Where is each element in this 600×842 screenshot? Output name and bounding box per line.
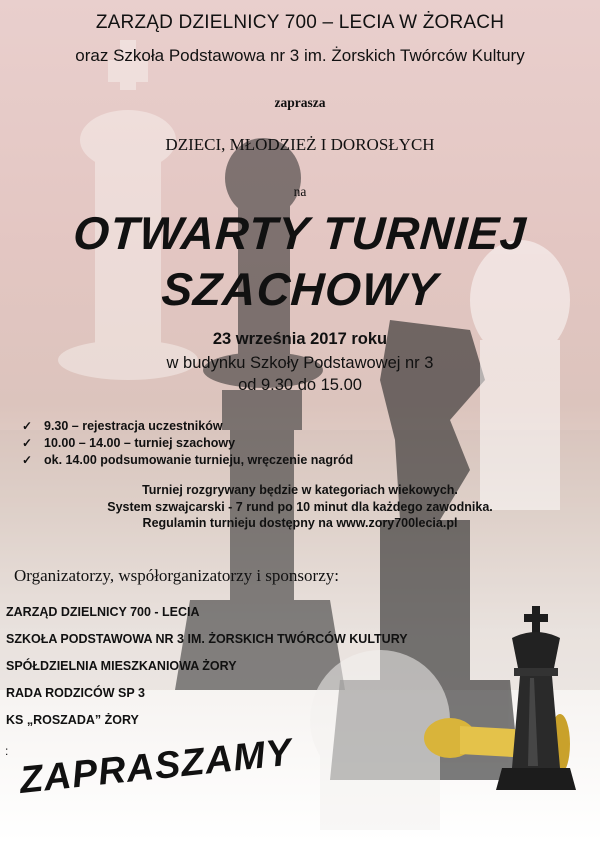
zapraszamy-banner: ZAPRASZAMY — [17, 731, 295, 803]
schedule-text: 9.30 – rejestracja uczestników — [44, 419, 223, 433]
info-rules-link[interactable]: Regulamin turnieju dostępny na www.zory700lecia.pl — [142, 516, 458, 530]
info-system: System szwajcarski - 7 rund po 10 minut dla każdego zawodnika. — [107, 500, 493, 514]
info-categories: Turniej rozgrywany będzie w kategoriach wiekowych. — [142, 483, 458, 497]
schedule-item — [22, 452, 353, 469]
schedule-item — [22, 418, 353, 435]
schedule-item — [22, 435, 353, 452]
schedule-text: 10.00 – 14.00 – turniej szachowy — [44, 436, 236, 450]
organizer-item: RADA RODZICÓW SP 3 — [6, 686, 145, 700]
schedule-list — [22, 418, 353, 469]
organizers-list — [6, 604, 408, 739]
chess-king-icon — [410, 598, 600, 808]
checkmark-icon: ✓ — [22, 419, 33, 433]
invite-audience: DZIECI, MŁODZIEŻ I DOROSŁYCH — [165, 135, 435, 154]
checkmark-icon: ✓ — [22, 436, 33, 450]
tournament-title-line1: OTWARTY TURNIEJ — [71, 207, 529, 259]
organizer-item: SPÓŁDZIELNIA MIESZKANIOWA ŻORY — [6, 659, 237, 673]
organizer-item: SZKOŁA PODSTAWOWA NR 3 IM. ŻORSKICH TWÓRCÓW KULTURY — [6, 632, 408, 646]
organizer-item: KS „ROSZADA” ŻORY — [6, 713, 139, 727]
event-place: w budynku Szkoły Podstawowej nr 3 — [166, 354, 434, 372]
organizer-header-line1: ZARZĄD DZIELNICY 700 – LECIA W ŻORACH — [95, 12, 505, 33]
event-date: 23 września 2017 roku — [212, 330, 388, 348]
invite-na: na — [293, 184, 307, 199]
organizer-header-line2: oraz Szkoła Podstawowa nr 3 im. Żorskich Twórców Kultury — [75, 46, 525, 65]
stray-colon: : — [5, 744, 9, 758]
organizer-item: ZARZĄD DZIELNICY 700 - LECIA — [6, 605, 200, 619]
invite-verb: zaprasza — [274, 95, 326, 110]
event-hours: od 9.30 do 15.00 — [238, 376, 362, 394]
checkmark-icon: ✓ — [22, 453, 33, 467]
tournament-title-line2: SZACHOWY — [160, 263, 440, 315]
schedule-text: ok. 14.00 podsumowanie turnieju, wręczenie nagród — [44, 453, 354, 467]
organizers-heading: Organizatorzy, współorganizatorzy i sponsorzy: — [14, 566, 339, 585]
